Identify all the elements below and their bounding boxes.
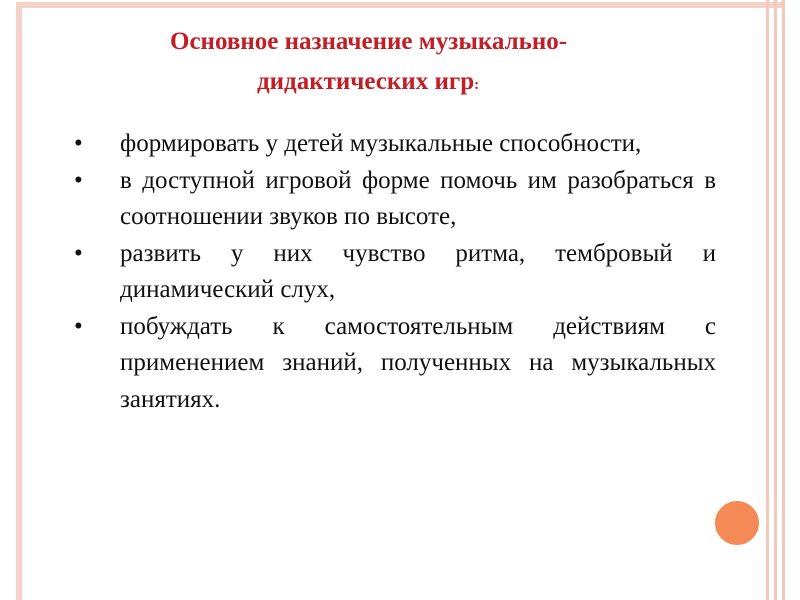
- slide-title: [150, 22, 690, 105]
- title-line-2: [150, 62, 690, 105]
- list-item-text: развить у них чувство ритма, тембровый и динамический слух,: [120, 239, 716, 303]
- list-item: [74, 236, 716, 309]
- list-item-text: в доступной игровой форме помочь им разобраться в соотношении звуков по высоте,: [120, 166, 716, 230]
- slide-frame-top: [16, 2, 782, 8]
- bullet-icon: •: [74, 166, 83, 194]
- decorative-circle: [711, 497, 763, 549]
- title-line-2-text: дидактических игр: [257, 68, 475, 95]
- list-item-text: побуждать к самостоятельным действиям с применением знаний, полученных на музыкальных занятиях.: [120, 312, 716, 413]
- bullet-icon: •: [74, 312, 83, 340]
- bullet-icon: •: [74, 130, 83, 157]
- decorative-stripe: [766, 0, 769, 600]
- list-item: [74, 309, 716, 419]
- decorative-stripe: [774, 0, 777, 600]
- list-item: [74, 126, 716, 163]
- bullet-icon: •: [74, 239, 83, 267]
- list-item-text: формировать у детей музыкальные способности,: [120, 130, 642, 157]
- title-line-1: Основное назначение музыкально-: [170, 28, 568, 55]
- decorative-stripe: [782, 0, 785, 600]
- bullet-list: [74, 126, 716, 418]
- title-colon: :: [474, 77, 480, 93]
- decorative-stripes: [762, 0, 800, 600]
- list-item: [74, 163, 716, 236]
- slide-frame-left: [16, 2, 22, 600]
